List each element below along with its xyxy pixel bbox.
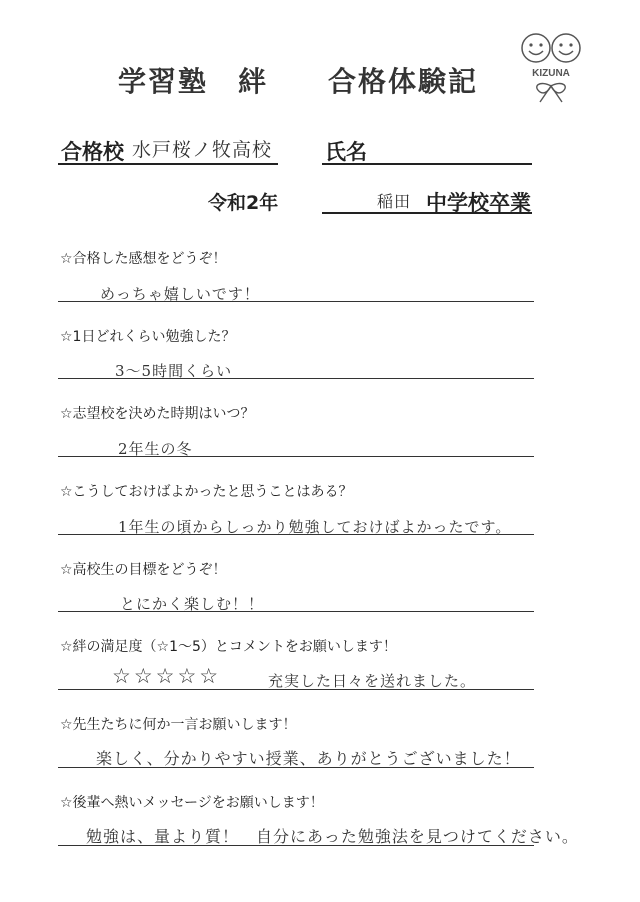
answer-3: 2年生の冬 — [118, 440, 193, 458]
era-label: 令和2年 — [208, 192, 279, 214]
logo-text: KIZUNA — [532, 68, 570, 79]
school-underline — [58, 163, 278, 165]
question-8: ☆後輩へ熱いメッセージをお願いします！ — [60, 795, 324, 811]
page-title: 学習塾 絆 合格体験記 — [118, 65, 479, 98]
answer-line-5 — [58, 611, 534, 612]
answer-7: 楽しく、分かりやすい授業、ありがとうございました！ — [96, 749, 521, 768]
satisfaction-stars: ☆☆☆☆☆ — [112, 664, 222, 688]
answer-8: 勉強は、量より質！ 自分にあった勉強法を見つけてください。 — [86, 827, 579, 846]
question-5: ☆高校生の目標をどうぞ！ — [60, 562, 227, 578]
answer-4: 1年生の頃からしっかり勉強しておけばよかったです。 — [118, 518, 512, 536]
answer-1: めっちゃ嬉しいです！ — [100, 285, 260, 303]
answer-line-6 — [58, 689, 534, 690]
question-4: ☆こうしておけばよかったと思うことはある？ — [60, 484, 353, 500]
answer-2: 3～5時間くらい — [115, 362, 233, 380]
question-7: ☆先生たちに何か一言お願いします！ — [60, 717, 297, 733]
answer-line-2 — [58, 378, 534, 379]
answer-line-7 — [58, 767, 534, 768]
school-label: 合格校 — [61, 140, 124, 164]
junior-high-name: 稲田 — [377, 192, 412, 211]
name-underline — [322, 163, 532, 165]
answer-line-8 — [58, 845, 534, 846]
question-1: ☆合格した感想をどうぞ！ — [60, 251, 227, 267]
answer-line-1 — [58, 301, 534, 302]
answer-6: 充実した日々を送れました。 — [268, 672, 477, 690]
answer-5: とにかく楽しむ！！ — [120, 595, 265, 613]
name-label: 氏名 — [325, 140, 367, 164]
question-6: ☆絆の満足度（☆1～5）とコメントをお願いします！ — [60, 639, 397, 655]
graduation-label: 中学校卒業 — [426, 191, 531, 215]
question-2: ☆1日どれくらい勉強した？ — [60, 329, 236, 345]
question-3: ☆志望校を決めた時期はいつ？ — [60, 406, 255, 422]
answer-line-3 — [58, 456, 534, 457]
graduation-underline — [322, 212, 532, 214]
kizuna-logo — [512, 26, 594, 106]
answer-line-4 — [58, 534, 534, 535]
school-value: 水戸桜ノ牧高校 — [132, 139, 273, 161]
